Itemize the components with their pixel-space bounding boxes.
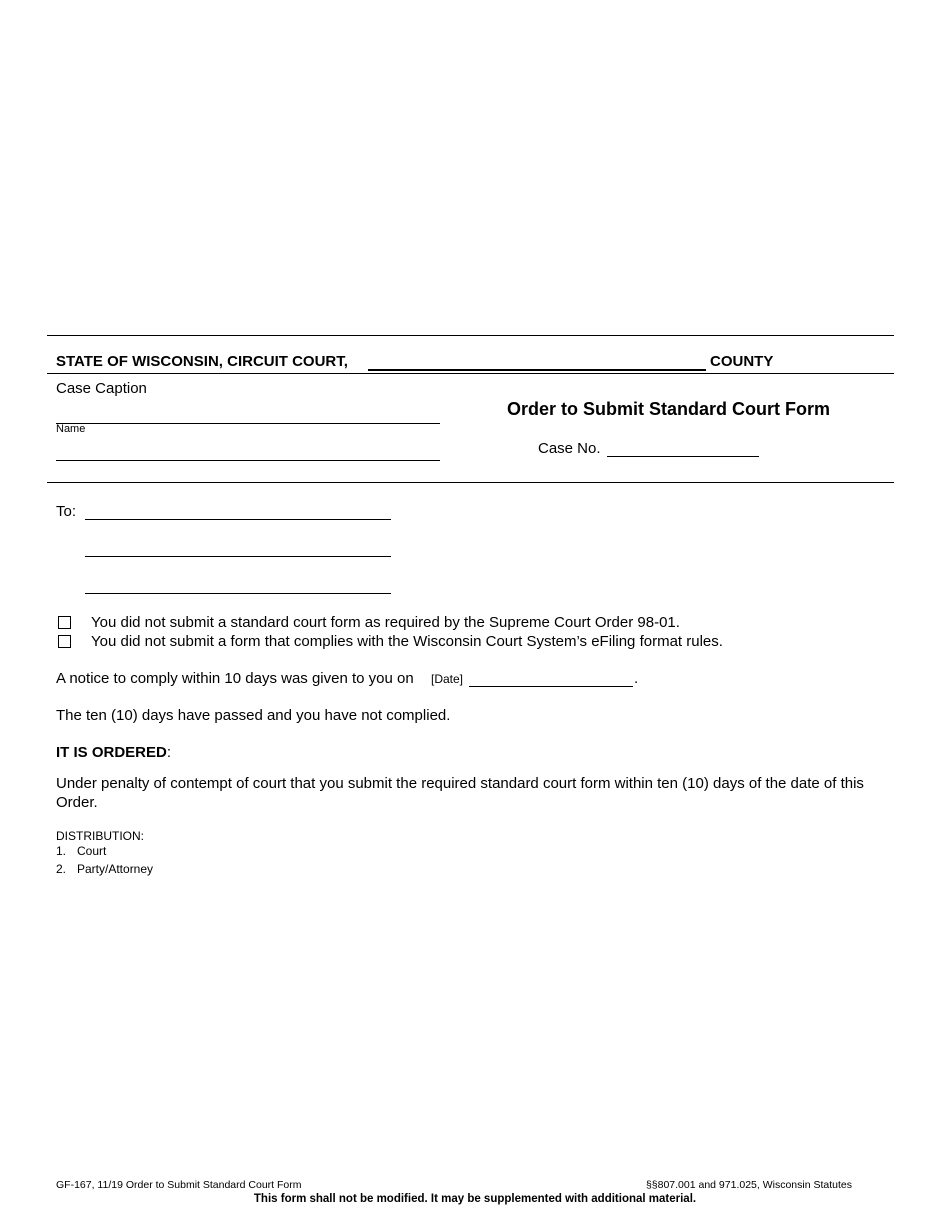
checkbox-supreme-court-order[interactable] — [58, 616, 71, 629]
distribution-heading: DISTRIBUTION: — [56, 829, 145, 843]
ordered-heading — [56, 744, 171, 761]
to-line-1[interactable] — [85, 502, 391, 520]
court-prefix: STATE OF WISCONSIN, CIRCUIT COURT, — [56, 353, 348, 370]
to-label: To: — [56, 503, 77, 520]
to-line-3[interactable] — [85, 576, 391, 594]
footer-notice: This form shall not be modified. It may be supplemented with additional material. — [253, 1193, 697, 1205]
caption-name-field-2[interactable] — [56, 440, 440, 461]
case-caption-label: Case Caption — [56, 380, 147, 397]
footer-statutes: §§807.001 and 971.025, Wisconsin Statutes — [645, 1179, 852, 1191]
checkbox-efiling-format[interactable] — [58, 635, 71, 648]
caption-rule — [47, 482, 894, 483]
ordered-body: Under penalty of contempt of court that you submit the required standard court form within ten (10) days of the date of this Order. — [56, 775, 864, 811]
ordered-colon: : — [166, 744, 172, 761]
distribution-item-1: 1. Court — [56, 844, 107, 858]
passed-text: The ten (10) days have passed and you have not complied. — [56, 707, 451, 724]
header-rule — [47, 373, 894, 374]
checkbox-label-1: You did not submit a standard court form as required by the Supreme Court Order 98-01. — [91, 614, 680, 631]
caption-name-field[interactable] — [56, 402, 440, 424]
county-field[interactable] — [368, 352, 706, 371]
notice-text: A notice to comply within 10 days was given to you on — [56, 670, 414, 687]
checkbox-label-2: You did not submit a form that complies with the Wisconsin Court System’s eFiling format rules. — [91, 633, 723, 650]
case-no-label: Case No. — [538, 440, 601, 457]
footer-form-id: GF-167, 11/19 Order to Submit Standard Court Form — [56, 1179, 302, 1191]
date-label: [Date] — [431, 672, 464, 686]
top-rule — [47, 335, 894, 336]
form-title: Order to Submit Standard Court Form — [507, 399, 831, 419]
ordered-heading-text: IT IS ORDERED — [56, 744, 167, 761]
notice-date-field[interactable] — [469, 670, 633, 687]
case-no-field[interactable] — [607, 440, 759, 457]
notice-period: . — [634, 670, 639, 687]
name-label: Name — [56, 423, 86, 435]
county-suffix: COUNTY — [710, 353, 774, 370]
to-line-2[interactable] — [85, 539, 391, 557]
distribution-item-2: 2. Party/Attorney — [56, 862, 154, 876]
court-header — [56, 353, 348, 370]
